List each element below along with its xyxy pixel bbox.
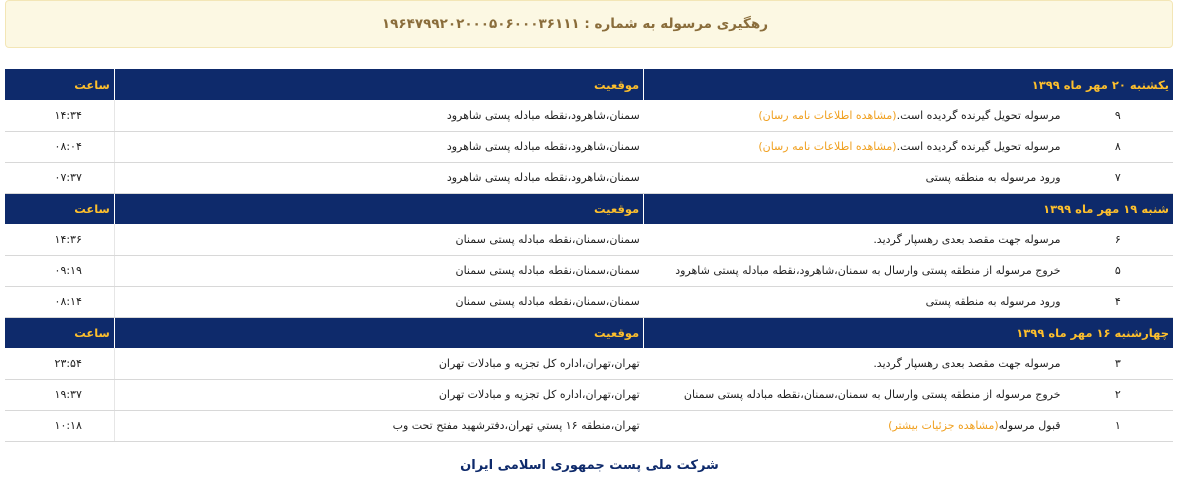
time-column-header: ساعت: [74, 201, 110, 216]
location-column-header: موقعیت: [114, 317, 643, 348]
event-number: ۴: [1063, 286, 1173, 317]
event-row: [5, 162, 1173, 193]
event-time: ۰۸:۰۴: [5, 131, 114, 162]
event-number: ۵: [1063, 255, 1173, 286]
event-row: [5, 379, 1173, 410]
day-header: [5, 69, 1173, 100]
event-number: ۳: [1063, 348, 1173, 379]
event-number: ۱: [1063, 410, 1173, 441]
event-location: سمنان،سمنان،نقطه مبادله پستی سمنان: [114, 286, 643, 317]
location-column-header: موقعیت: [114, 193, 643, 224]
event-time: ۱۴:۳۴: [5, 100, 114, 131]
event-time: ۱۰:۱۸: [5, 410, 114, 441]
event-location: سمنان،شاهرود،نقطه مبادله پستی شاهرود: [114, 131, 643, 162]
event-description: خروج مرسوله از منطقه پستی وارسال به سمنان،شاهرود،نقطه مبادله پستی شاهرود: [644, 255, 1063, 286]
event-time: ۱۹:۳۷: [5, 379, 114, 410]
event-description: مرسوله تحویل گیرنده گردیده است.(مشاهده اطلاعات نامه رسان): [644, 100, 1063, 131]
location-column-header: موقعیت: [114, 69, 643, 100]
event-description: مرسوله جهت مقصد بعدی رهسپار گردید.: [644, 224, 1063, 255]
event-number: ۲: [1063, 379, 1173, 410]
time-column-header: ساعت: [74, 77, 110, 92]
day-date: یکشنبه ۲۰ مهر ماه ۱۳۹۹: [644, 69, 1173, 100]
event-description: مرسوله تحویل گیرنده گردیده است.(مشاهده اطلاعات نامه رسان): [644, 131, 1063, 162]
event-time: ۰۷:۳۷: [5, 162, 114, 193]
time-column-header: ساعت: [74, 325, 110, 340]
tracking-table: [5, 69, 1173, 442]
event-row: [5, 286, 1173, 317]
event-description: ورود مرسوله به منطقه پستی: [644, 162, 1063, 193]
company-footer: شرکت ملی پست جمهوری اسلامی ایران: [460, 458, 719, 473]
event-location: سمنان،سمنان،نقطه مبادله پستی سمنان: [114, 224, 643, 255]
event-number: ۷: [1063, 162, 1173, 193]
event-time: ۰۸:۱۴: [5, 286, 114, 317]
event-location: تهران،تهران،اداره کل تجزیه و مبادلات تهران: [114, 348, 643, 379]
event-number: ۸: [1063, 131, 1173, 162]
event-description: خروج مرسوله از منطقه پستی وارسال به سمنان،سمنان،نقطه مبادله پستی سمنان: [644, 379, 1063, 410]
tracking-banner: [5, 0, 1173, 48]
more-details-link[interactable]: (مشاهده جزئیات بیشتر): [888, 419, 999, 432]
day-date: شنبه ۱۹ مهر ماه ۱۳۹۹: [644, 193, 1173, 224]
event-location: سمنان،شاهرود،نقطه مبادله پستی شاهرود: [114, 162, 643, 193]
postman-info-link[interactable]: (مشاهده اطلاعات نامه رسان): [758, 140, 897, 153]
day-header: [5, 317, 1173, 348]
event-row: [5, 100, 1173, 131]
event-location: تهران،تهران،اداره کل تجزیه و مبادلات تهران: [114, 379, 643, 410]
event-description: قبول مرسوله(مشاهده جزئیات بیشتر): [644, 410, 1063, 441]
event-time: ۰۹:۱۹: [5, 255, 114, 286]
event-time: ۲۳:۵۴: [5, 348, 114, 379]
postman-info-link[interactable]: (مشاهده اطلاعات نامه رسان): [758, 108, 897, 122]
event-row: [5, 224, 1173, 255]
event-description: مرسوله جهت مقصد بعدی رهسپار گردید.: [644, 348, 1063, 379]
event-row: [5, 348, 1173, 379]
event-location: سمنان،شاهرود،نقطه مبادله پستی شاهرود: [114, 100, 643, 131]
event-row: [5, 131, 1173, 162]
event-number: ۹: [1063, 100, 1173, 131]
day-date: چهارشنبه ۱۶ مهر ماه ۱۳۹۹: [644, 317, 1173, 348]
event-row: [5, 255, 1173, 286]
event-number: ۶: [1063, 224, 1173, 255]
event-row: [5, 410, 1173, 441]
tracking-title: رهگیری مرسوله به شماره : ۱۹۶۴۷۹۹۲۰۲۰۰۰۵۰۶۰۰۰۳۶۱۱۱: [381, 16, 768, 32]
day-header: [5, 193, 1173, 224]
event-description: ورود مرسوله به منطقه پستی: [644, 286, 1063, 317]
event-location: سمنان،سمنان،نقطه مبادله پستی سمنان: [114, 255, 643, 286]
event-time: ۱۴:۳۶: [5, 224, 114, 255]
event-location: تهران،منطقه ۱۶ پستي تهران،دفترشهید مفتح تحت وب: [114, 410, 643, 441]
